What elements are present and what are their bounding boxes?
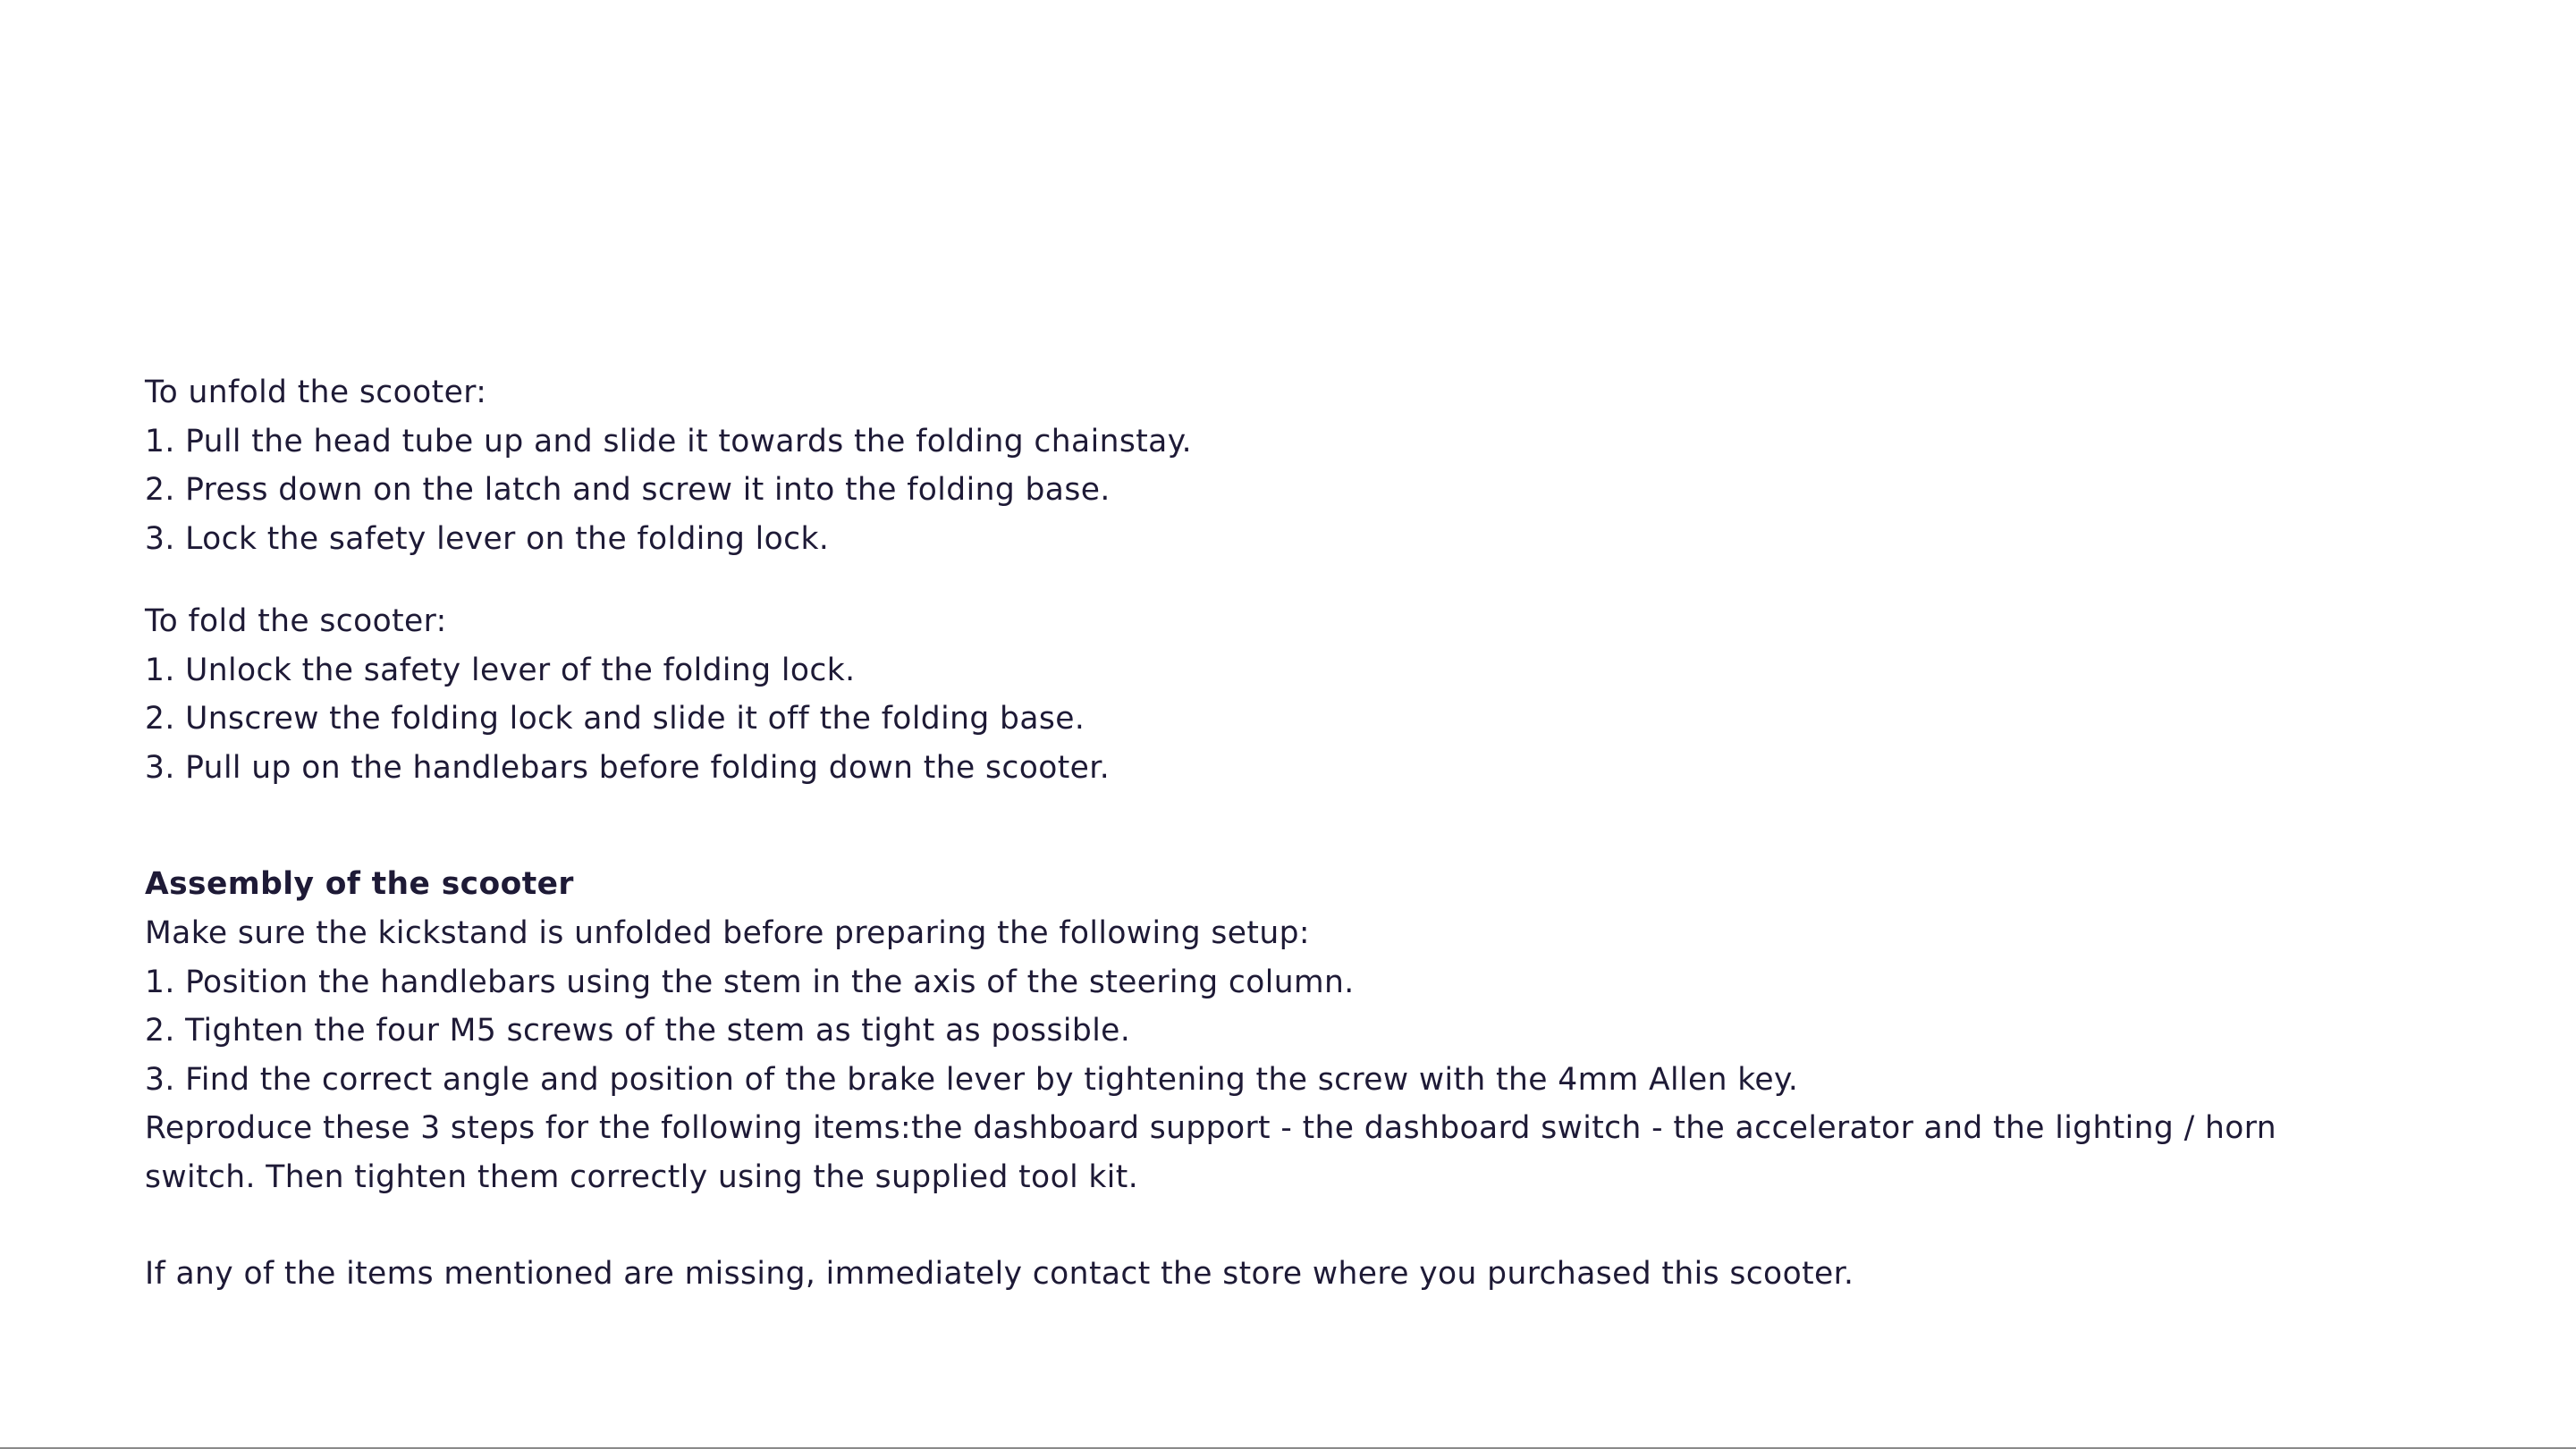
assembly-step-3: 3. Find the correct angle and position of the brake lever by tightening the screw with the 4mm Allen key. [145, 1061, 1799, 1098]
spacer [145, 1201, 2470, 1250]
fold-step-1: 1. Unlock the safety lever of the folding lock. [145, 652, 856, 688]
spacer [145, 792, 2470, 859]
fold-step-3: 3. Pull up on the handlebars before folding down the scooter. [145, 749, 1111, 786]
fold-title: To fold the scooter: [145, 603, 447, 639]
fold-instructions [145, 597, 2470, 792]
unfold-title: To unfold the scooter: [145, 375, 487, 410]
unfold-instructions [145, 368, 2470, 563]
assembly-heading: Assembly of the scooter [145, 866, 574, 902]
assembly-step-1: 1. Position the handlebars using the stem in the axis of the steering column. [145, 964, 1355, 1000]
unfold-step-3: 3. Lock the safety lever on the folding lock. [145, 520, 830, 557]
assembly-step-2: 2. Tighten the four M5 screws of the stem as tight as possible. [145, 1013, 1131, 1049]
missing-items-notice: If any of the items mentioned are missing, immediately contact the store where you purchased this scooter. [145, 1256, 1854, 1292]
manual-page-content [145, 368, 2470, 1299]
spacer [145, 563, 2470, 597]
fold-step-2: 2. Unscrew the folding lock and slide it off the folding base. [145, 701, 1085, 737]
assembly-intro: Make sure the kickstand is unfolded before preparing the following setup: [145, 915, 1310, 951]
assembly-repeat-line-1: Reproduce these 3 steps for the following items:the dashboard support - the dashboard switch - the accelerator and the lighting / horn [145, 1110, 2276, 1146]
unfold-step-2: 2. Press down on the latch and screw it into the folding base. [145, 472, 1111, 508]
unfold-step-1: 1. Pull the head tube up and slide it towards the folding chainstay. [145, 423, 1192, 459]
assembly-instructions [145, 859, 2470, 1201]
assembly-repeat-line-2: switch. Then tighten them correctly using the supplied tool kit. [145, 1158, 1139, 1195]
